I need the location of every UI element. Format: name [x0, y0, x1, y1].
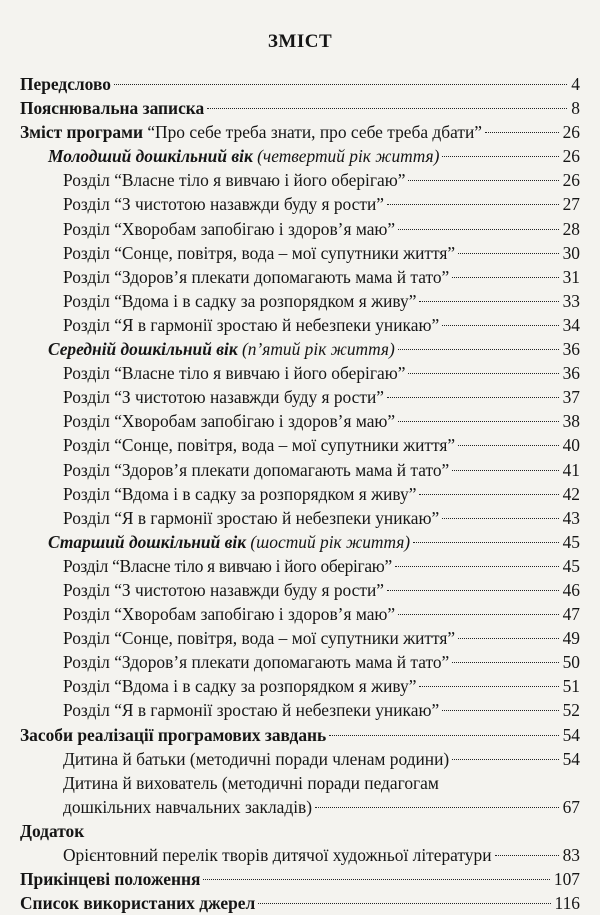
toc-entry-text: Дитина й вихователь (методичні поради педагогам	[63, 772, 439, 793]
dot-leader	[419, 494, 558, 495]
toc-entry-label	[20, 723, 326, 747]
toc-entry-label	[48, 337, 395, 361]
table-of-contents	[20, 72, 580, 915]
toc-entry-label	[20, 72, 111, 96]
toc-entry-label	[20, 96, 204, 120]
dot-leader	[458, 445, 558, 446]
toc-page-number: 31	[562, 266, 580, 287]
toc-page-number: 27	[562, 194, 580, 215]
toc-entry-heading: Додаток	[20, 820, 85, 841]
toc-page-number: 40	[562, 435, 580, 456]
dot-leader	[452, 277, 558, 278]
toc-page-number: 30	[562, 242, 580, 263]
dot-leader	[329, 735, 558, 736]
dot-leader	[485, 132, 559, 133]
dot-leader	[442, 518, 558, 519]
dot-leader	[207, 108, 567, 109]
toc-entry	[20, 192, 580, 216]
toc-entry-text: “Про себе треба знати, про себе треба дбати”	[142, 122, 482, 143]
dot-leader	[387, 204, 559, 205]
toc-entry	[20, 554, 580, 578]
toc-entry-text: Розділ “Власне тіло я вивчаю і його оберігаю”	[63, 170, 406, 191]
toc-entry-text: Розділ “З чистотою назавжди буду я рости”	[63, 194, 385, 215]
toc-entry	[20, 530, 580, 554]
toc-entry-text: Розділ “З чистотою назавжди буду я рости”	[63, 579, 385, 600]
toc-page-number: 4	[571, 74, 580, 94]
dot-leader	[452, 470, 558, 471]
toc-page-number: 26	[562, 170, 580, 191]
toc-page-number: 42	[562, 483, 580, 504]
toc-entry-text: Розділ “Здоров’я плекати допомагають мама й тато”	[63, 459, 450, 480]
toc-entry-label	[20, 819, 84, 843]
toc-entry	[20, 626, 580, 650]
toc-entry-text: Розділ “Хворобам запобігаю і здоров’я маю”	[63, 218, 396, 239]
toc-page-number: 34	[562, 314, 580, 335]
dot-leader	[398, 349, 559, 350]
toc-entry	[20, 217, 580, 241]
toc-entry	[20, 650, 580, 674]
toc-entry	[20, 385, 580, 409]
toc-entry-label	[63, 698, 439, 722]
toc-entry	[20, 289, 580, 313]
toc-entry-text: дошкільних навчальних закладів)	[63, 796, 313, 817]
dot-leader	[258, 903, 550, 904]
toc-entry-label	[20, 891, 255, 915]
toc-entry-label	[63, 626, 455, 650]
toc-entry	[20, 409, 580, 433]
toc-page-number: 67	[562, 796, 580, 817]
toc-entry	[20, 168, 580, 192]
toc-page-number: 38	[562, 411, 580, 432]
toc-page-number: 54	[562, 748, 580, 769]
toc-entry-heading: Середній дошкільний вік	[48, 339, 238, 360]
toc-entry-heading: Молодший дошкільний вік	[48, 146, 253, 167]
toc-entry-text: Розділ “Сонце, повітря, вода – мої супутники життя”	[63, 628, 456, 649]
page-title: ЗМІСТ	[267, 31, 333, 52]
toc-entry-label	[48, 144, 439, 168]
toc-entry-label	[63, 217, 395, 241]
toc-entry-heading: Список використаних джерел	[20, 893, 256, 914]
toc-entry-label	[63, 771, 439, 795]
toc-entry-label	[63, 241, 455, 265]
toc-entry-label	[20, 120, 482, 144]
toc-entry-text: Розділ “Вдома і в садку за розпорядком я живу”	[63, 483, 417, 504]
toc-entry-label	[63, 482, 416, 506]
toc-entry-heading: Старший дошкільний вік	[48, 531, 247, 552]
toc-page-number: 26	[562, 122, 580, 143]
toc-page-number: 54	[562, 724, 580, 745]
toc-entry-text: Розділ “Вдома і в садку за розпорядком я живу”	[63, 676, 417, 697]
toc-entry	[20, 602, 580, 626]
toc-entry-label	[63, 265, 449, 289]
toc-page-number: 41	[562, 459, 580, 480]
toc-entry-heading: Пояснювальна записка	[20, 98, 205, 119]
dot-leader	[398, 421, 558, 422]
dot-leader	[458, 253, 558, 254]
toc-page-number: 52	[562, 700, 580, 721]
toc-page-number: 50	[562, 652, 580, 673]
toc-entry	[20, 867, 580, 891]
toc-page-number: 46	[562, 579, 580, 600]
dot-leader	[495, 855, 559, 856]
toc-entry	[20, 747, 580, 771]
toc-entry-label	[63, 289, 416, 313]
toc-page-number: 26	[562, 146, 580, 167]
dot-leader	[315, 807, 559, 808]
toc-entry	[20, 241, 580, 265]
toc-entry-text: (шостий рік життя)	[246, 531, 411, 552]
toc-page-number: 83	[562, 845, 580, 865]
toc-page-number: 51	[562, 676, 580, 697]
toc-entry-text: Розділ “Я в гармонії зростаю й небезпеки уникаю”	[63, 314, 440, 335]
toc-entry-text: Розділ “Власне тіло я вивчаю і його оберігаю”	[63, 555, 392, 576]
toc-entry-text: Розділ “Здоров’я плекати допомагають мама й тато”	[63, 652, 450, 673]
toc-entry	[20, 361, 580, 385]
dot-leader	[442, 156, 558, 157]
toc-entry-heading: Прикінцеві положення	[20, 869, 201, 890]
toc-entry	[20, 771, 580, 795]
toc-entry-label	[63, 843, 492, 867]
dot-leader	[442, 325, 558, 326]
toc-entry-text: Розділ “Власне тіло я вивчаю і його оберігаю”	[63, 363, 406, 384]
toc-entry	[20, 265, 580, 289]
dot-leader	[387, 397, 559, 398]
toc-page-number: 33	[562, 290, 580, 311]
toc-entry-label	[63, 458, 449, 482]
toc-entry	[20, 144, 580, 168]
toc-entry-label	[63, 192, 384, 216]
toc-entry	[20, 578, 580, 602]
toc-entry-label	[63, 168, 405, 192]
toc-page-number: 107	[553, 869, 580, 890]
toc-entry	[20, 843, 580, 867]
dot-leader	[419, 301, 558, 302]
toc-entry-text: Розділ “Хворобам запобігаю і здоров’я маю”	[63, 411, 396, 432]
toc-entry	[20, 458, 580, 482]
toc-entry	[20, 72, 580, 96]
toc-entry-label	[63, 313, 439, 337]
toc-page-number: 45	[562, 555, 580, 576]
toc-entry-text: Дитина й батьки (методичні поради членам родини)	[63, 748, 450, 769]
dot-leader	[395, 566, 559, 567]
toc-entry-label	[63, 385, 384, 409]
toc-entry-label	[63, 578, 384, 602]
toc-entry-label	[48, 530, 410, 554]
dot-leader	[408, 373, 558, 374]
toc-entry	[20, 723, 580, 747]
toc-entry	[20, 795, 580, 819]
toc-page-number: 116	[554, 893, 580, 914]
toc-entry-text: Розділ “Здоров’я плекати допомагають мама й тато”	[63, 266, 450, 287]
toc-entry	[20, 433, 580, 457]
toc-entry	[20, 313, 580, 337]
toc-entry	[20, 819, 580, 843]
dot-leader	[114, 84, 567, 85]
toc-entry-heading: Зміст програми	[20, 122, 143, 143]
toc-entry-label	[63, 506, 439, 530]
toc-entry-text: Розділ “Я в гармонії зростаю й небезпеки уникаю”	[63, 700, 440, 721]
toc-entry-label	[63, 433, 455, 457]
toc-entry-label	[63, 674, 416, 698]
toc-entry-text: (четвертий рік життя)	[252, 146, 440, 167]
toc-entry	[20, 506, 580, 530]
toc-page-number: 36	[562, 339, 580, 360]
toc-entry-text: Розділ “Вдома і в садку за розпорядком я живу”	[63, 290, 417, 311]
toc-page-number: 28	[562, 218, 580, 239]
toc-entry	[20, 891, 580, 915]
toc-entry-label	[63, 650, 449, 674]
toc-page-number: 37	[562, 387, 580, 408]
toc-entry-text: Розділ “Сонце, повітря, вода – мої супутники життя”	[63, 242, 456, 263]
toc-page-number: 43	[562, 507, 580, 528]
toc-entry-text: Розділ “Сонце, повітря, вода – мої супутники життя”	[63, 435, 456, 456]
dot-leader	[408, 180, 558, 181]
toc-entry	[20, 698, 580, 722]
toc-entry-text: (п’ятий рік життя)	[237, 339, 395, 360]
toc-page-number: 8	[571, 98, 580, 119]
dot-leader	[458, 638, 558, 639]
toc-entry	[20, 96, 580, 120]
toc-entry	[20, 120, 580, 144]
dot-leader	[442, 710, 558, 711]
toc-page-number: 47	[562, 604, 580, 625]
toc-page-number: 36	[562, 363, 580, 384]
toc-entry-text: Розділ “З чистотою назавжди буду я рости”	[63, 387, 385, 408]
toc-entry-text: Розділ “Хворобам запобігаю і здоров’я маю”	[63, 604, 396, 625]
dot-leader	[452, 662, 558, 663]
dot-leader	[413, 542, 559, 543]
toc-entry-text: Орієнтовний перелік творів дитячої художньої літератури	[63, 845, 492, 865]
toc-entry	[20, 337, 580, 361]
dot-leader	[387, 590, 559, 591]
dot-leader	[419, 686, 558, 687]
dot-leader	[398, 614, 558, 615]
toc-entry-label	[63, 361, 405, 385]
toc-entry-heading: Засоби реалізації програмових завдань	[20, 724, 327, 745]
toc-entry-label	[63, 795, 312, 819]
toc-page-number: 45	[562, 531, 580, 552]
toc-entry-text: Розділ “Я в гармонії зростаю й небезпеки уникаю”	[63, 507, 440, 528]
dot-leader	[398, 229, 558, 230]
toc-entry-label	[20, 867, 200, 891]
toc-entry-label	[63, 554, 392, 578]
dot-leader	[452, 759, 558, 760]
toc-entry-label	[63, 409, 395, 433]
toc-entry-label	[63, 602, 395, 626]
toc-entry	[20, 482, 580, 506]
dot-leader	[203, 879, 549, 880]
toc-page-number: 49	[562, 628, 580, 649]
toc-entry-label	[63, 747, 449, 771]
toc-entry-heading: Передслово	[20, 74, 111, 94]
toc-entry	[20, 674, 580, 698]
